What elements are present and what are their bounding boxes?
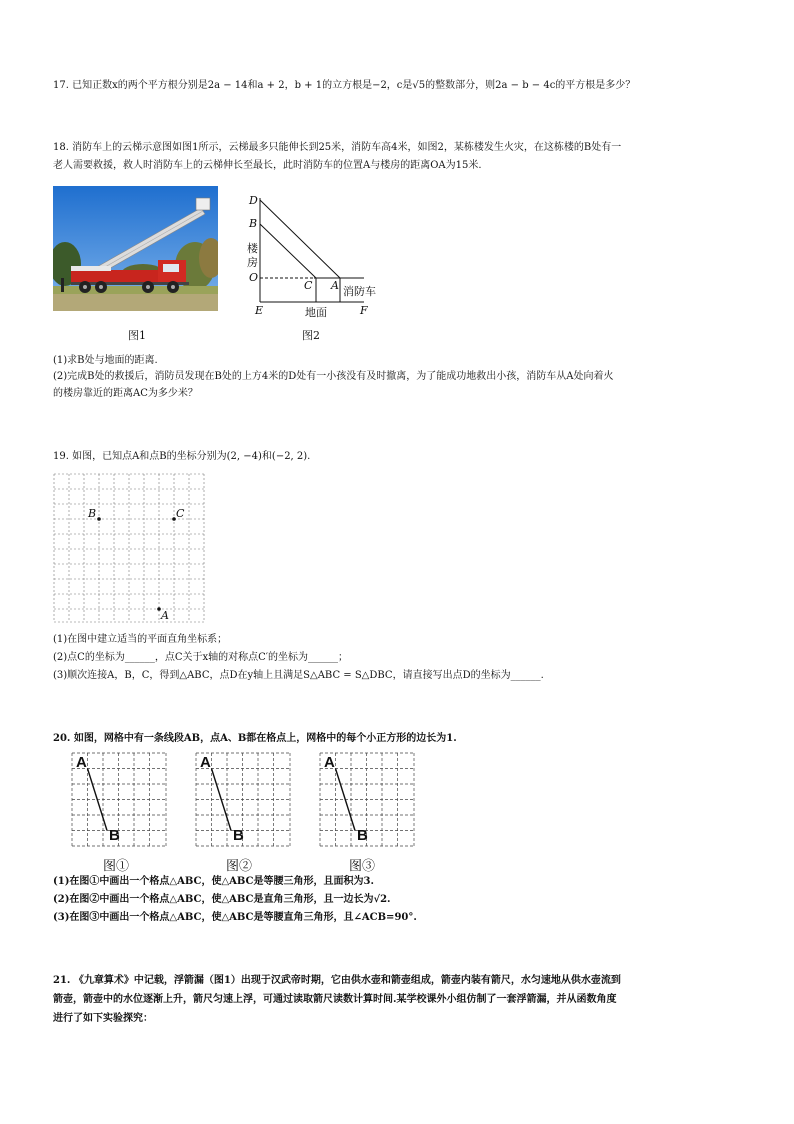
fig2-label-B: B	[249, 217, 258, 230]
fig2-caption: 图2	[302, 329, 320, 342]
fig2-label-truck: 消防车	[343, 285, 376, 298]
q20-caption-1: 图①	[103, 859, 130, 874]
q17-text: 17. 已知正数x的两个平方根分别是2a − 14和a + 2，b + 1的立方根是−2，c是√5的整数部分，则2a − b − 4c的平方根是多少？	[53, 80, 636, 91]
fig2-label-building-2: 房	[247, 256, 258, 269]
q19-title: 19. 如图，已知点A和点B的坐标分别为(2, −4)和(−2, 2).	[53, 451, 311, 462]
fig2-label-A: A	[331, 279, 339, 292]
fire-truck-photo	[53, 186, 218, 311]
q19-sub3: (3)顺次连接A，B，C，得到△ABC，点D在y轴上且满足S△ABC = S△DBC，请直接写出点D的坐标为______.	[53, 670, 544, 681]
q20-caption-2: 图②	[226, 859, 253, 874]
q20-grid3-label-A: A	[324, 754, 335, 771]
fig2-label-F: F	[360, 304, 368, 317]
q18-sub2-line1: (2)完成B处的救援后，消防员发现在B处的上方4米的D处有一小孩没有及时撤离，为了能成功地救出小孩，消防车从A处向着火	[53, 371, 614, 382]
fig2-label-C: C	[304, 279, 313, 292]
fig2-label-O: O	[249, 271, 259, 284]
q20-sub3: (3)在图③中画出一个格点△ABC，使△ABC是等腰直角三角形，且∠ACB=90°.	[53, 912, 417, 923]
q20-caption-3: 图③	[349, 859, 376, 874]
q20-grid2-label-B: B	[233, 827, 244, 844]
q20-grid1-label-A: A	[76, 754, 87, 771]
q20-grid2-label-A: A	[200, 754, 211, 771]
q18-sub1: (1)求B处与地面的距离.	[53, 355, 158, 366]
fig2-label-ground: 地面	[305, 306, 327, 319]
q21-line1: 21. 《九章算术》中记载，浮箭漏（图1）出现于汉武帝时期，它由供水壶和箭壶组成，箭壶内装有箭尺，水匀速地从供水壶流到	[53, 975, 621, 986]
q19-point-B	[97, 517, 101, 521]
fig2-label-building-1: 楼	[247, 242, 258, 255]
q20-sub1: (1)在图①中画出一个格点△ABC，使△ABC是等腰三角形，且面积为3.	[53, 876, 374, 887]
q19-label-B: B	[88, 507, 97, 520]
fig2-label-E: E	[255, 304, 264, 317]
q20-title: 20. 如图，网格中有一条线段AB，点A、B都在格点上，网格中的每个小正方形的边长为1.	[53, 733, 457, 744]
q18-sub2-line2: 的楼房靠近的距离AC为多少米？	[53, 388, 198, 399]
q18-line2: 老人需要救援，救人时消防车上的云梯伸长至最长，此时消防车的位置A与楼房的距离OA为15米.	[53, 160, 482, 171]
q19-label-C: C	[176, 507, 185, 520]
q21-line2: 箭壶，箭壶中的水位逐渐上升，箭尺匀速上浮，可通过读取箭尺读数计算时间.某学校课外小组仿制了一套浮箭漏，并从函数角度	[53, 994, 617, 1005]
fig2-label-D: D	[249, 194, 258, 207]
q19-label-A: A	[161, 609, 169, 622]
q18-line1: 18. 消防车上的云梯示意图如图1所示，云梯最多只能伸长到25米，消防车高4米，如图2，某栋楼发生火灾，在这栋楼的B处有一	[53, 142, 622, 153]
q19-sub1: (1)在图中建立适当的平面直角坐标系；	[53, 634, 228, 645]
q19-sub2: (2)点C的坐标为______，点C关于x轴的对称点C′的坐标为______；	[53, 652, 349, 663]
q20-sub2: (2)在图②中画出一个格点△ABC，使△ABC是直角三角形，且一边长为√2.	[53, 894, 391, 905]
q21-line3: 进行了如下实验探究：	[53, 1013, 153, 1024]
q19-grid	[53, 473, 205, 623]
q20-grid1-label-B: B	[109, 827, 120, 844]
fig1-caption: 图1	[128, 329, 146, 342]
q20-grid3-label-B: B	[357, 827, 368, 844]
